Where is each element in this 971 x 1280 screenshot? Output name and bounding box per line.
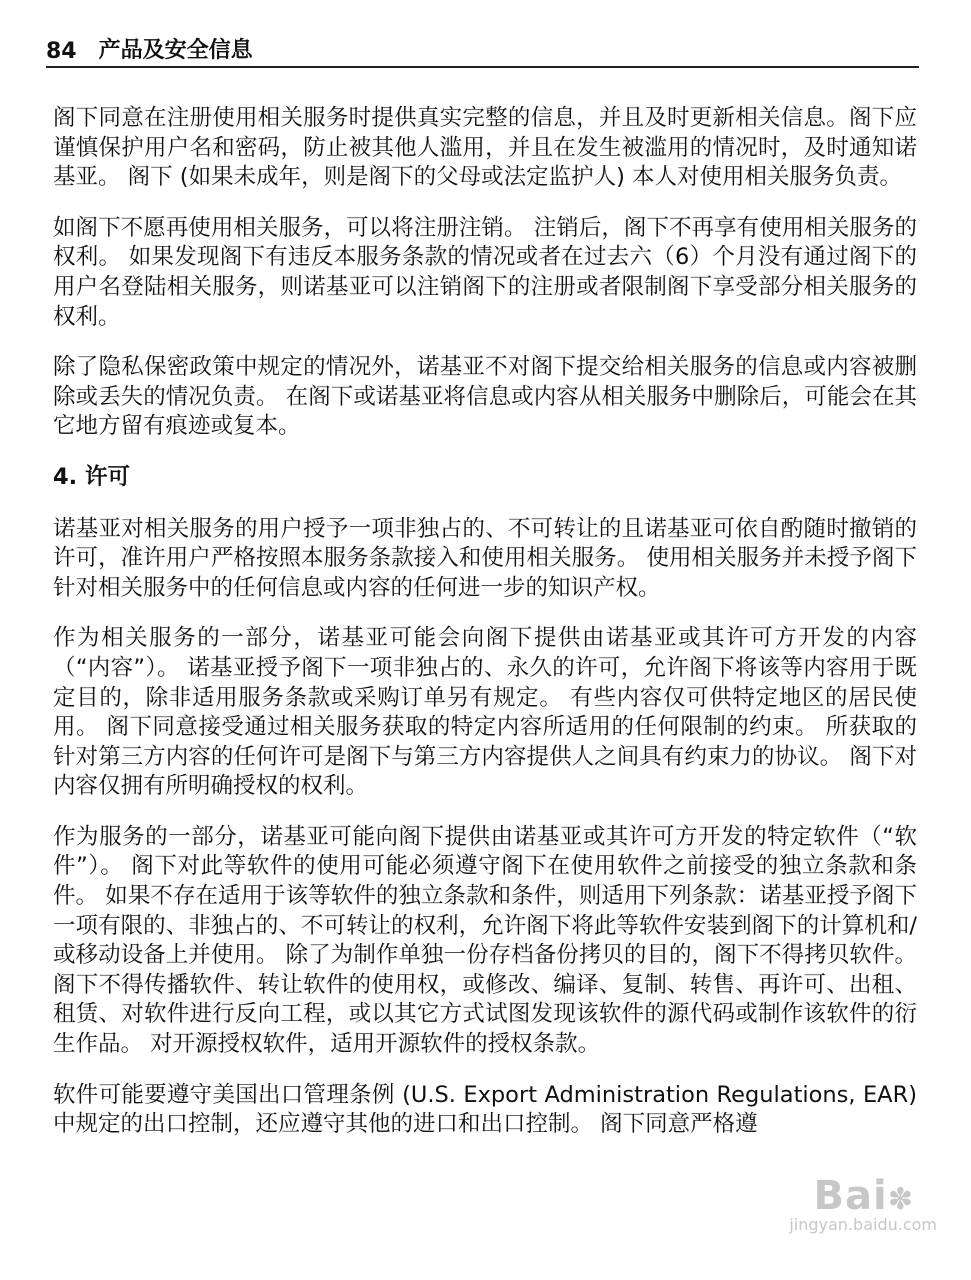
running-title: 产品及安全信息 — [98, 38, 253, 63]
paragraph: 作为服务的一部分，诺基亚可能向阁下提供由诺基亚或其许可方开发的特定软件（“软件”）。 阁下对此等软件的使用可能必须遵守阁下在使用软件之前接受的独立条款和条件。 如果不存在适用于该等软件的独立条款和条件，则适用下列条款：诺基亚授予阁下一项有限的、非独占的、不可转让的权利，允许阁下将此等软件安装到阁下的计算机和/或移动设备上并使用。 除了为制作单独一份存档备份拷贝的目的，阁下不得拷贝软件。 阁下不得传播软件、转让软件的使用权，或修改、编译、复制、转售、再许可、出租、租赁、对软件进行反向工程，或以其它方式试图发现该软件的源代码或制作该软件的衍生作品。 对开源授权软件，适用开源软件的授权条款。 — [53, 823, 917, 1058]
page-number: 84 — [46, 39, 77, 64]
paragraph: 诺基亚对相关服务的用户授予一项非独占的、不可转让的且诺基亚可依自酌随时撤销的许可，准许用户严格按照本服务条款接入和使用相关服务。 使用相关服务并未授予阁下针对相关服务中的任何信息或内容的任何进一步的知识产权。 — [53, 515, 917, 601]
section-heading: 4. 许可 — [53, 463, 131, 490]
paw-icon: ✽ — [887, 1182, 913, 1217]
baidu-watermark — [789, 1173, 937, 1234]
paragraph: 软件可能要遵守美国出口管理条例 (U.S. Export Administration Regulations, EAR) 中规定的出口控制，还应遵守其他的进口和出口控制。 阁下同意严格遵 — [53, 1081, 917, 1138]
watermark-url: jingyan.baidu.com — [789, 1215, 937, 1234]
body-text — [53, 104, 917, 1161]
paragraph: 阁下同意在注册使用相关服务时提供真实完整的信息，并且及时更新相关信息。阁下应谨慎保护用户名和密码，防止被其他人滥用，并且在发生被滥用的情况时，及时通知诺基亚。 阁下 (如果未成年，则是阁下的父母或法定监护人) 本人对使用相关服务负责。 — [53, 105, 917, 191]
watermark-logo-text: Bai — [813, 1173, 888, 1219]
paragraph: 作为相关服务的一部分，诺基亚可能会向阁下提供由诺基亚或其许可方开发的内容（“内容”）。 诺基亚授予阁下一项非独占的、永久的许可，允许阁下将该等内容用于既定目的，除非适用服务条款或采购订单另有规定。 有些内容仅可供特定地区的居民使用。 阁下同意接受通过相关服务获取的特定内容所适用的任何限制的约束。 所获取的针对第三方内容的任何许可是阁下与第三方内容提供人之间具有约束力的协议。 阁下对内容仅拥有所明确授权的权利。 — [53, 625, 917, 800]
paragraph: 如阁下不愿再使用相关服务，可以将注册注销。 注销后，阁下不再享有使用相关服务的权利。 如果发现阁下有违反本服务条款的情况或者在过去六（6）个月没有通过阁下的用户名登陆相关服务，则诺基亚可以注销阁下的注册或者限制阁下享受部分相关服务的权利。 — [53, 214, 917, 330]
paragraph: 除了隐私保密政策中规定的情况外，诺基亚不对阁下提交给相关服务的信息或内容被删除或丢失的情况负责。 在阁下或诺基亚将信息或内容从相关服务中删除后，可能会在其它地方留有痕迹或复本。 — [53, 354, 917, 440]
page-header — [46, 30, 919, 68]
